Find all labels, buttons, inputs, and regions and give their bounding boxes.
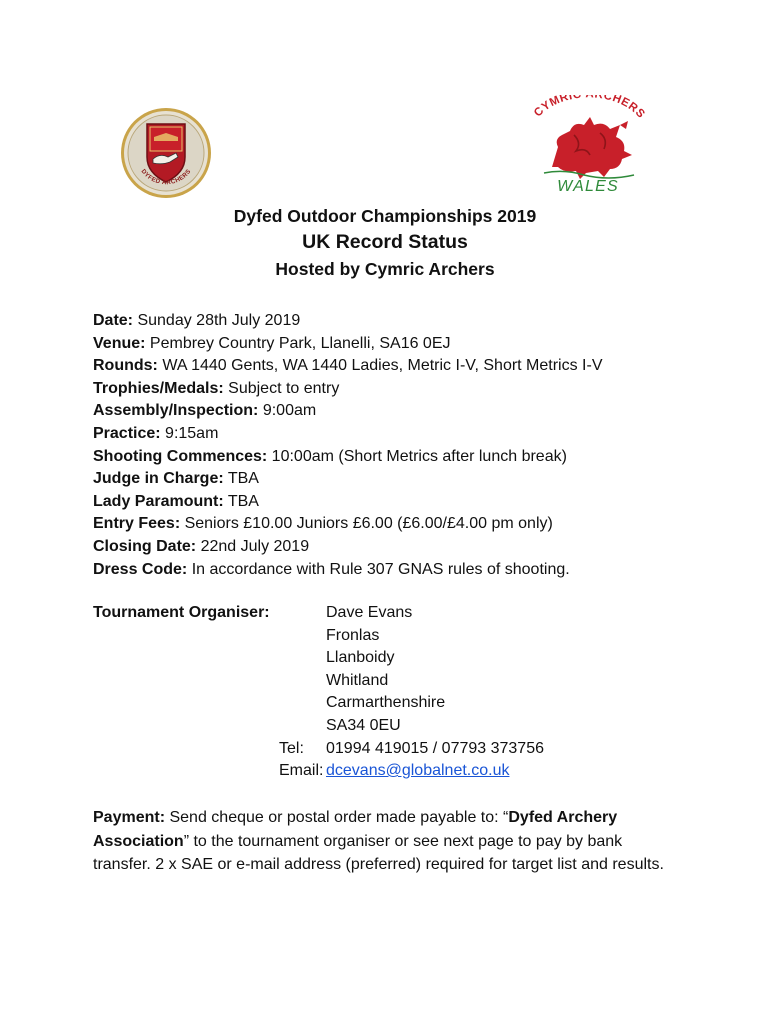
detail-row-closing-date (93, 536, 733, 559)
detail-label: Closing Date: (93, 537, 197, 555)
welsh-dragon-icon (524, 95, 652, 195)
detail-label: Shooting Commences: (93, 447, 268, 465)
header (0, 203, 770, 283)
detail-row-venue (93, 333, 733, 356)
email-label: Email: (279, 762, 324, 780)
organiser-name: Dave Evans (326, 604, 413, 621)
detail-label: Venue: (93, 334, 146, 352)
detail-value: WA 1440 Gents, WA 1440 Ladies, Metric I-V, Short Metrics I-V (157, 357, 603, 375)
wales-logo-text: WALES (557, 178, 619, 195)
detail-label: Assembly/Inspection: (93, 402, 259, 420)
postcode: SA34 0EU (326, 716, 401, 734)
organiser-row (93, 625, 733, 648)
address-line: Fronlas (326, 626, 380, 644)
detail-row-assembly (93, 400, 733, 423)
organiser-row (93, 602, 733, 625)
detail-value: In accordance with Rule 307 GNAS rules of shooting. (187, 560, 570, 578)
detail-value: TBA (223, 492, 259, 510)
detail-label: Practice: (93, 424, 161, 442)
dyfed-archers-badge-icon (120, 107, 212, 199)
payee-name: Dyfed Archery Association (93, 809, 618, 850)
detail-value: TBA (223, 470, 259, 488)
dyfed-archers-logo (120, 107, 212, 199)
organiser-row (93, 738, 733, 761)
detail-label: Rounds: (93, 357, 158, 375)
detail-row-shooting (93, 446, 733, 469)
organiser-row (93, 647, 733, 670)
detail-row-dress-code (93, 559, 733, 582)
host-line: Hosted by Cymric Archers (275, 259, 495, 279)
organiser-row (93, 692, 733, 715)
event-title: Dyfed Outdoor Championships 2019 (233, 206, 537, 226)
address-line: Carmarthenshire (326, 694, 446, 712)
detail-row-practice (93, 423, 733, 446)
detail-label: Trophies/Medals: (93, 379, 224, 397)
tel-label: Tel: (279, 739, 304, 757)
organiser-row (93, 715, 733, 738)
payment-paragraph (93, 806, 683, 877)
detail-row-rounds (93, 355, 733, 378)
cymric-archers-logo-text: CYMRIC CHERS (531, 95, 648, 121)
detail-row-trophies (93, 378, 733, 401)
detail-label: Entry Fees: (93, 515, 181, 533)
tournament-organiser (93, 602, 733, 783)
payment-label: Payment: (93, 809, 166, 826)
detail-value: Seniors £10.00 Juniors £6.00 (£6.00/£4.00 pm only) (180, 515, 553, 533)
detail-label: Date: (93, 312, 134, 329)
dyfed-archers-badge-text: DYFED ARCHERS (139, 167, 193, 187)
detail-row-judge (93, 468, 733, 491)
detail-value: 9:15am (160, 424, 219, 442)
organiser-row (93, 670, 733, 693)
detail-row-lady-paramount (93, 491, 733, 514)
address-line: Whitland (326, 671, 389, 689)
detail-label: Dress Code: (93, 560, 188, 578)
detail-label: Judge in Charge: (93, 470, 224, 488)
organiser-label: Tournament Organiser: (93, 604, 270, 621)
payment-text-continued: ” to the tournament organiser or see next page to pay by bank transfer. 2 x SAE or e-mail address (preferred) required for target list and results. (93, 832, 664, 873)
detail-value: Subject to entry (223, 379, 340, 397)
svg-text:CYMRIC ARCHERS (532, 95, 647, 121)
detail-row-date (93, 310, 733, 333)
detail-row-entry-fees (93, 513, 733, 536)
detail-label: Lady Paramount: (93, 492, 224, 510)
organiser-row (93, 760, 733, 783)
record-status-subtitle: UK Record Status (302, 231, 468, 253)
event-details (93, 310, 733, 581)
detail-value: Sunday 28th July 2019 (133, 312, 301, 329)
detail-value: 9:00am (258, 402, 317, 420)
detail-value: 22nd July 2019 (196, 537, 310, 555)
tel-value: 01994 419015 / 07793 373756 (326, 739, 544, 757)
cymric-archers-logo (524, 95, 652, 195)
email-link[interactable]: dcevans@globalnet.co.uk (326, 762, 510, 780)
address-line: Llanboidy (326, 649, 395, 667)
detail-value: 10:00am (Short Metrics after lunch break) (267, 447, 567, 465)
payment-text: Send cheque or postal order made payable to: “ (165, 809, 509, 826)
detail-value: Pembrey Country Park, Llanelli, SA16 0EJ (145, 334, 451, 352)
